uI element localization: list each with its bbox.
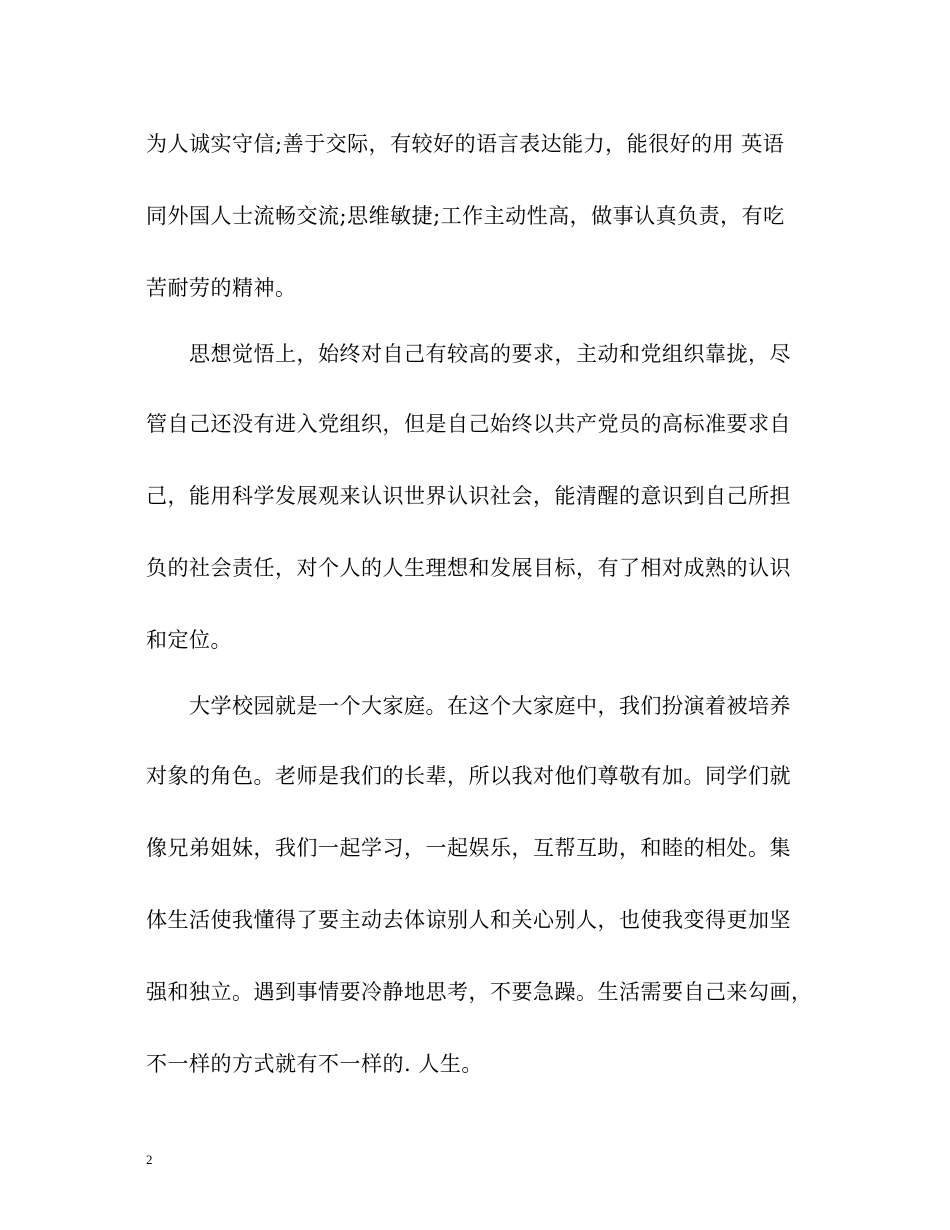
text-line: 对象的角色。老师是我们的长辈，所以我对他们尊敬有加。同学们就 [146,764,791,788]
text-line: 强和独立。遇到事情要冷静地思考，不要急躁。生活需要自己来勾画， [146,980,813,1004]
page-number: 2 [146,1152,153,1167]
text-line: 负的社会责任，对个人的人生理想和发展目标，有了相对成熟的认识 [146,556,791,580]
text-line: 管自己还没有进入党组织，但是自己始终以共产党员的高标准要求自 [146,412,791,436]
text-line: 体生活使我懂得了要主动去体谅别人和关心别人，也使我变得更加坚 [146,908,791,932]
paragraph-first-line: 大学校园就是一个大家庭。在这个大家庭中，我们扮演着被培养 [189,694,791,718]
text-line: 己，能用科学发展观来认识世界认识社会，能清醒的意识到自己所担 [146,484,791,508]
text-line: 同外国人士流畅交流;思维敏捷;工作主动性高，做事认真负责，有吃 [146,204,785,228]
text-line: 像兄弟姐妹，我们一起学习，一起娱乐，互帮互助，和睦的相处。集 [146,836,791,860]
paragraph-first-line: 思想觉悟上，始终对自己有较高的要求，主动和党组织靠拢，尽 [189,342,791,366]
text-line: 不一样的方式就有不一样的. 人生。 [146,1052,483,1076]
text-line: 和定位。 [146,628,232,652]
text-line: 苦耐劳的精神。 [146,276,297,300]
text-line: 为人诚实守信;善于交际，有较好的语言表达能力，能很好的用 英语 [146,132,785,156]
